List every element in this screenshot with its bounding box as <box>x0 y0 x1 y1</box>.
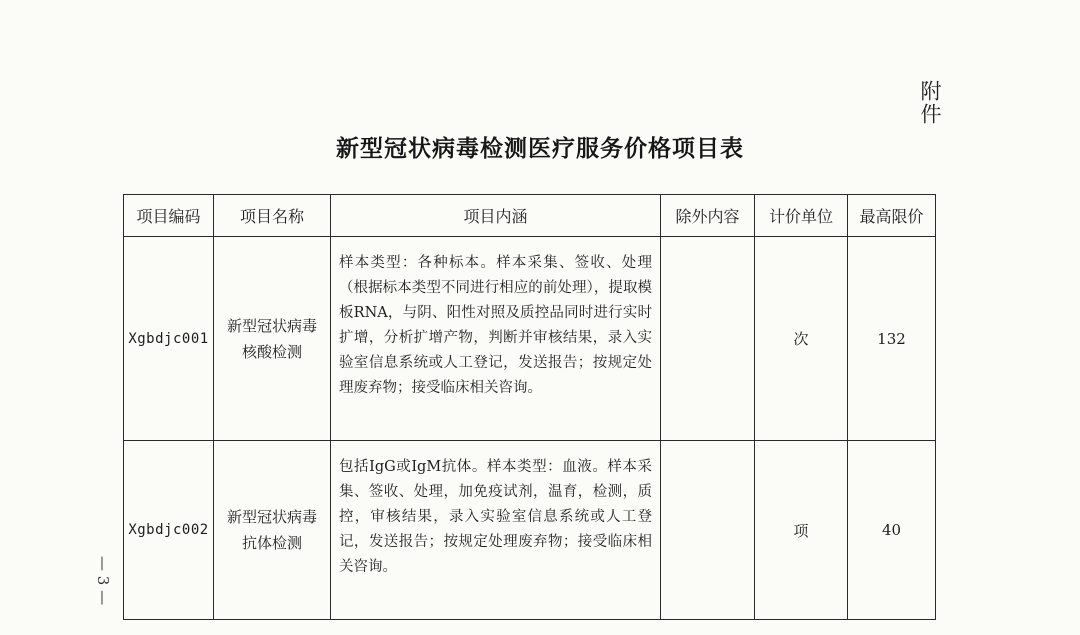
page-title: 新型冠状病毒检测医疗服务价格项目表 <box>336 135 744 162</box>
item-code: Xgbdjc002 <box>124 441 214 620</box>
header-excluded: 除外内容 <box>661 195 755 237</box>
header-name: 项目名称 <box>214 195 331 237</box>
item-price: 132 <box>848 237 936 441</box>
item-code: Xgbdjc001 <box>124 237 214 441</box>
item-name: 新型冠状病毒抗体检测 <box>214 441 331 620</box>
table-header-row <box>124 195 936 237</box>
annex-label: 附件 <box>918 80 942 126</box>
item-unit: 次 <box>755 237 848 441</box>
header-content: 项目内涵 <box>331 195 661 237</box>
item-excluded <box>661 441 755 620</box>
price-table <box>123 194 936 620</box>
item-content: 包括IgG或IgM抗体。样本类型：血液。样本采集、签收、处理，加免疫试剂，温育，检测，质控，审核结果，录入实验室信息系统或人工登记，发送报告；按规定处理废弃物；接受临床相关咨询。 <box>331 441 661 620</box>
page-number: — 3 — <box>94 556 112 606</box>
header-code: 项目编码 <box>124 195 214 237</box>
item-content: 样本类型：各种标本。样本采集、签收、处理（根据标本类型不同进行相应的前处理），提取模板RNA，与阴、阳性对照及质控品同时进行实时扩增，分析扩增产物，判断并审核结果，录入实验室信息系统或人工登记，发送报告；按规定处理废弃物；接受临床相关咨询。 <box>331 237 661 441</box>
table-row <box>124 441 936 620</box>
header-unit: 计价单位 <box>755 195 848 237</box>
item-price: 40 <box>848 441 936 620</box>
table-row <box>124 237 936 441</box>
header-price: 最高限价 <box>848 195 936 237</box>
item-name: 新型冠状病毒核酸检测 <box>214 237 331 441</box>
item-excluded <box>661 237 755 441</box>
item-unit: 项 <box>755 441 848 620</box>
